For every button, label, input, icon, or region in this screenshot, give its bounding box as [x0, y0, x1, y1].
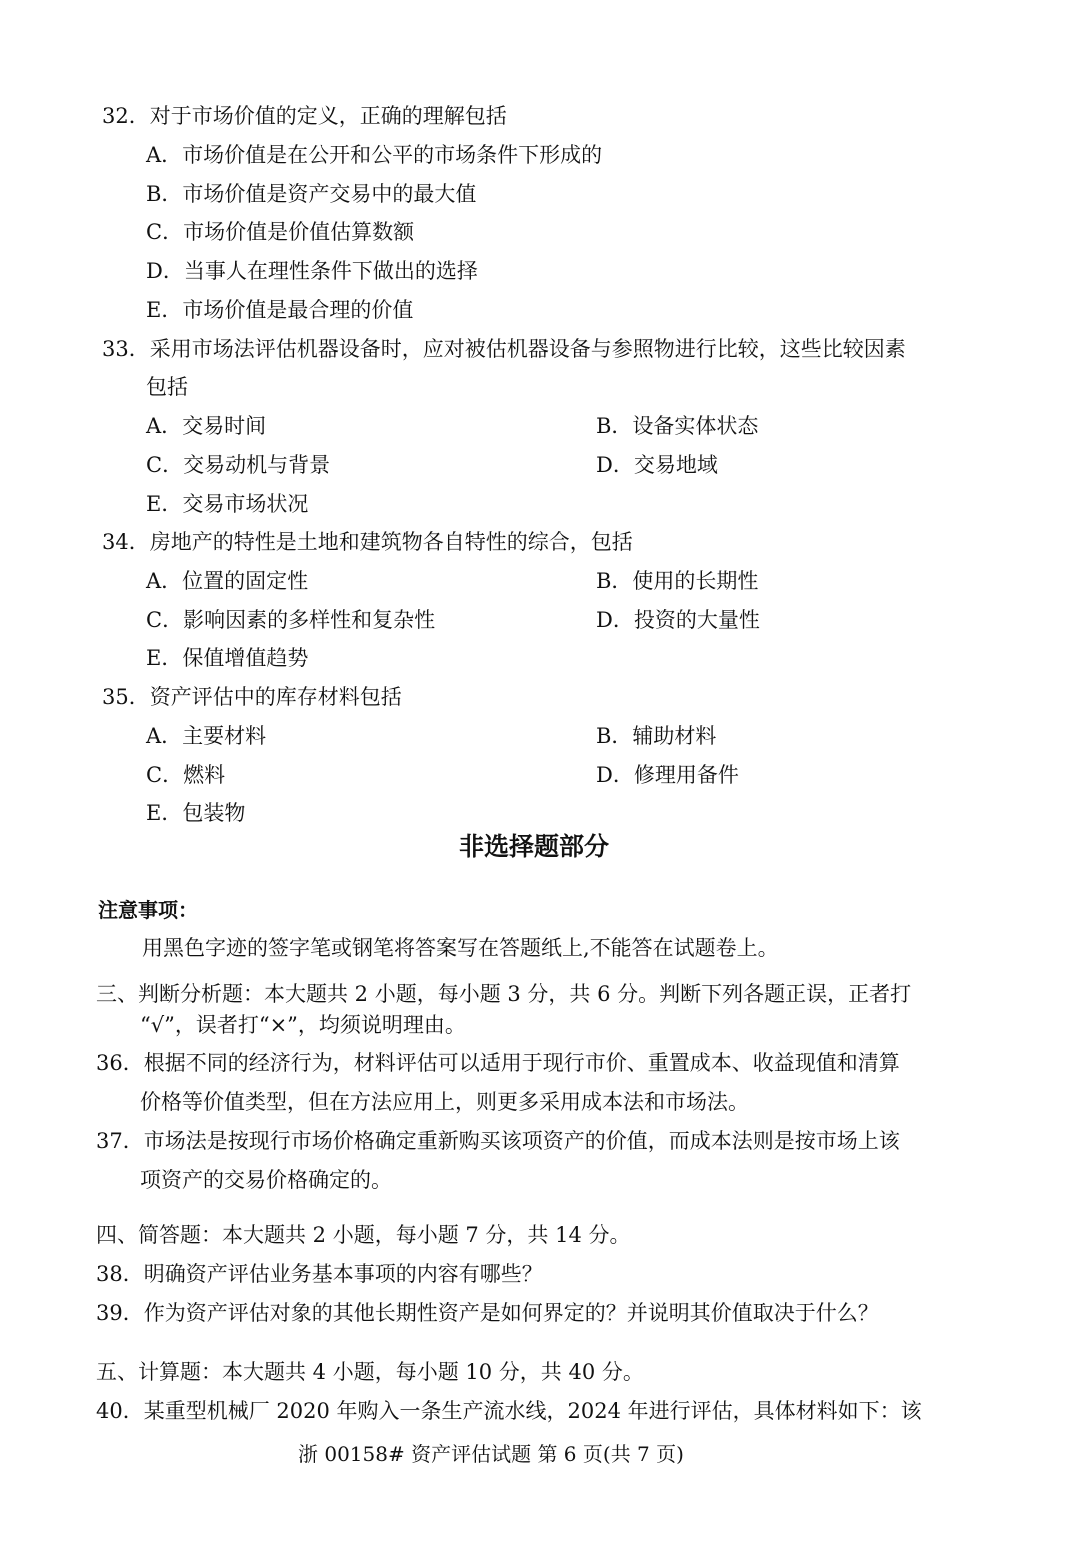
q32-option-b: B．市场价值是资产交易中的最大值	[146, 182, 477, 206]
q35-option-a: A．主要材料	[146, 724, 267, 748]
q37-line2: 项资产的交易价格确定的。	[140, 1168, 392, 1192]
notice-heading: 注意事项：	[98, 898, 198, 922]
q40-line1: 40．某重型机械厂 2020 年购入一条生产流水线，2024 年进行评估，具体材料如下：该	[96, 1399, 922, 1423]
q34-option-c: C．影响因素的多样性和复杂性	[146, 608, 436, 632]
q35-stem: 35．资产评估中的库存材料包括	[102, 685, 402, 709]
q35-option-d: D．修理用备件	[596, 763, 739, 787]
q34-option-b: B．使用的长期性	[596, 569, 759, 593]
q33-stem-line2: 包括	[146, 375, 188, 399]
q39-text: 39．作为资产评估对象的其他长期性资产是如何界定的？并说明其价值取决于什么？	[96, 1301, 879, 1325]
q33-stem-line1: 33．采用市场法评估机器设备时，应对被估机器设备与参照物进行比较，这些比较因素	[102, 337, 906, 361]
q33-option-a: A．交易时间	[146, 414, 267, 438]
q34-option-d: D．投资的大量性	[596, 608, 760, 632]
q33-option-c: C．交易动机与背景	[146, 453, 331, 477]
notice-text: 用黑色字迹的签字笔或钢笔将答案写在答题纸上,不能答在试题卷上。	[142, 936, 779, 960]
q34-stem: 34．房地产的特性是土地和建筑物各自特性的综合，包括	[102, 530, 633, 554]
q32-option-e: E．市场价值是最合理的价值	[146, 298, 414, 322]
q36-line1: 36．根据不同的经济行为，材料评估可以适用于现行市价、重置成本、收益现值和清算	[96, 1051, 900, 1075]
part5-heading: 五、计算题：本大题共 4 小题，每小题 10 分，共 40 分。	[96, 1360, 644, 1384]
part3-heading-line2: “√”，误者打“×”，均须说明理由。	[140, 1013, 466, 1037]
part4-heading: 四、简答题：本大题共 2 小题，每小题 7 分，共 14 分。	[96, 1223, 631, 1247]
q33-option-e: E．交易市场状况	[146, 492, 309, 516]
q34-option-a: A．位置的固定性	[146, 569, 309, 593]
q35-option-c: C．燃料	[146, 763, 226, 787]
q33-option-b: B．设备实体状态	[596, 414, 759, 438]
q38-text: 38．明确资产评估业务基本事项的内容有哪些？	[96, 1262, 543, 1286]
q32-option-a: A．市场价值是在公开和公平的市场条件下形成的	[146, 143, 603, 167]
page-footer: 浙 00158# 资产评估试题 第 6 页(共 7 页)	[298, 1442, 684, 1466]
q33-option-d: D．交易地域	[596, 453, 718, 477]
q32-option-d: D．当事人在理性条件下做出的选择	[146, 259, 478, 283]
q35-option-e: E．包装物	[146, 801, 246, 825]
q37-line1: 37．市场法是按现行市场价格确定重新购买该项资产的价值，而成本法则是按市场上该	[96, 1129, 900, 1153]
section-title: 非选择题部分	[459, 832, 610, 861]
part3-heading-line1: 三、判断分析题：本大题共 2 小题，每小题 3 分，共 6 分。判断下列各题正误，正者打	[96, 982, 912, 1006]
q35-option-b: B．辅助材料	[596, 724, 717, 748]
q32-stem: 32．对于市场价值的定义，正确的理解包括	[102, 104, 507, 128]
q34-option-e: E．保值增值趋势	[146, 646, 309, 670]
q32-option-c: C．市场价值是价值估算数额	[146, 220, 415, 244]
q36-line2: 价格等价值类型，但在方法应用上，则更多采用成本法和市场法。	[140, 1090, 749, 1114]
